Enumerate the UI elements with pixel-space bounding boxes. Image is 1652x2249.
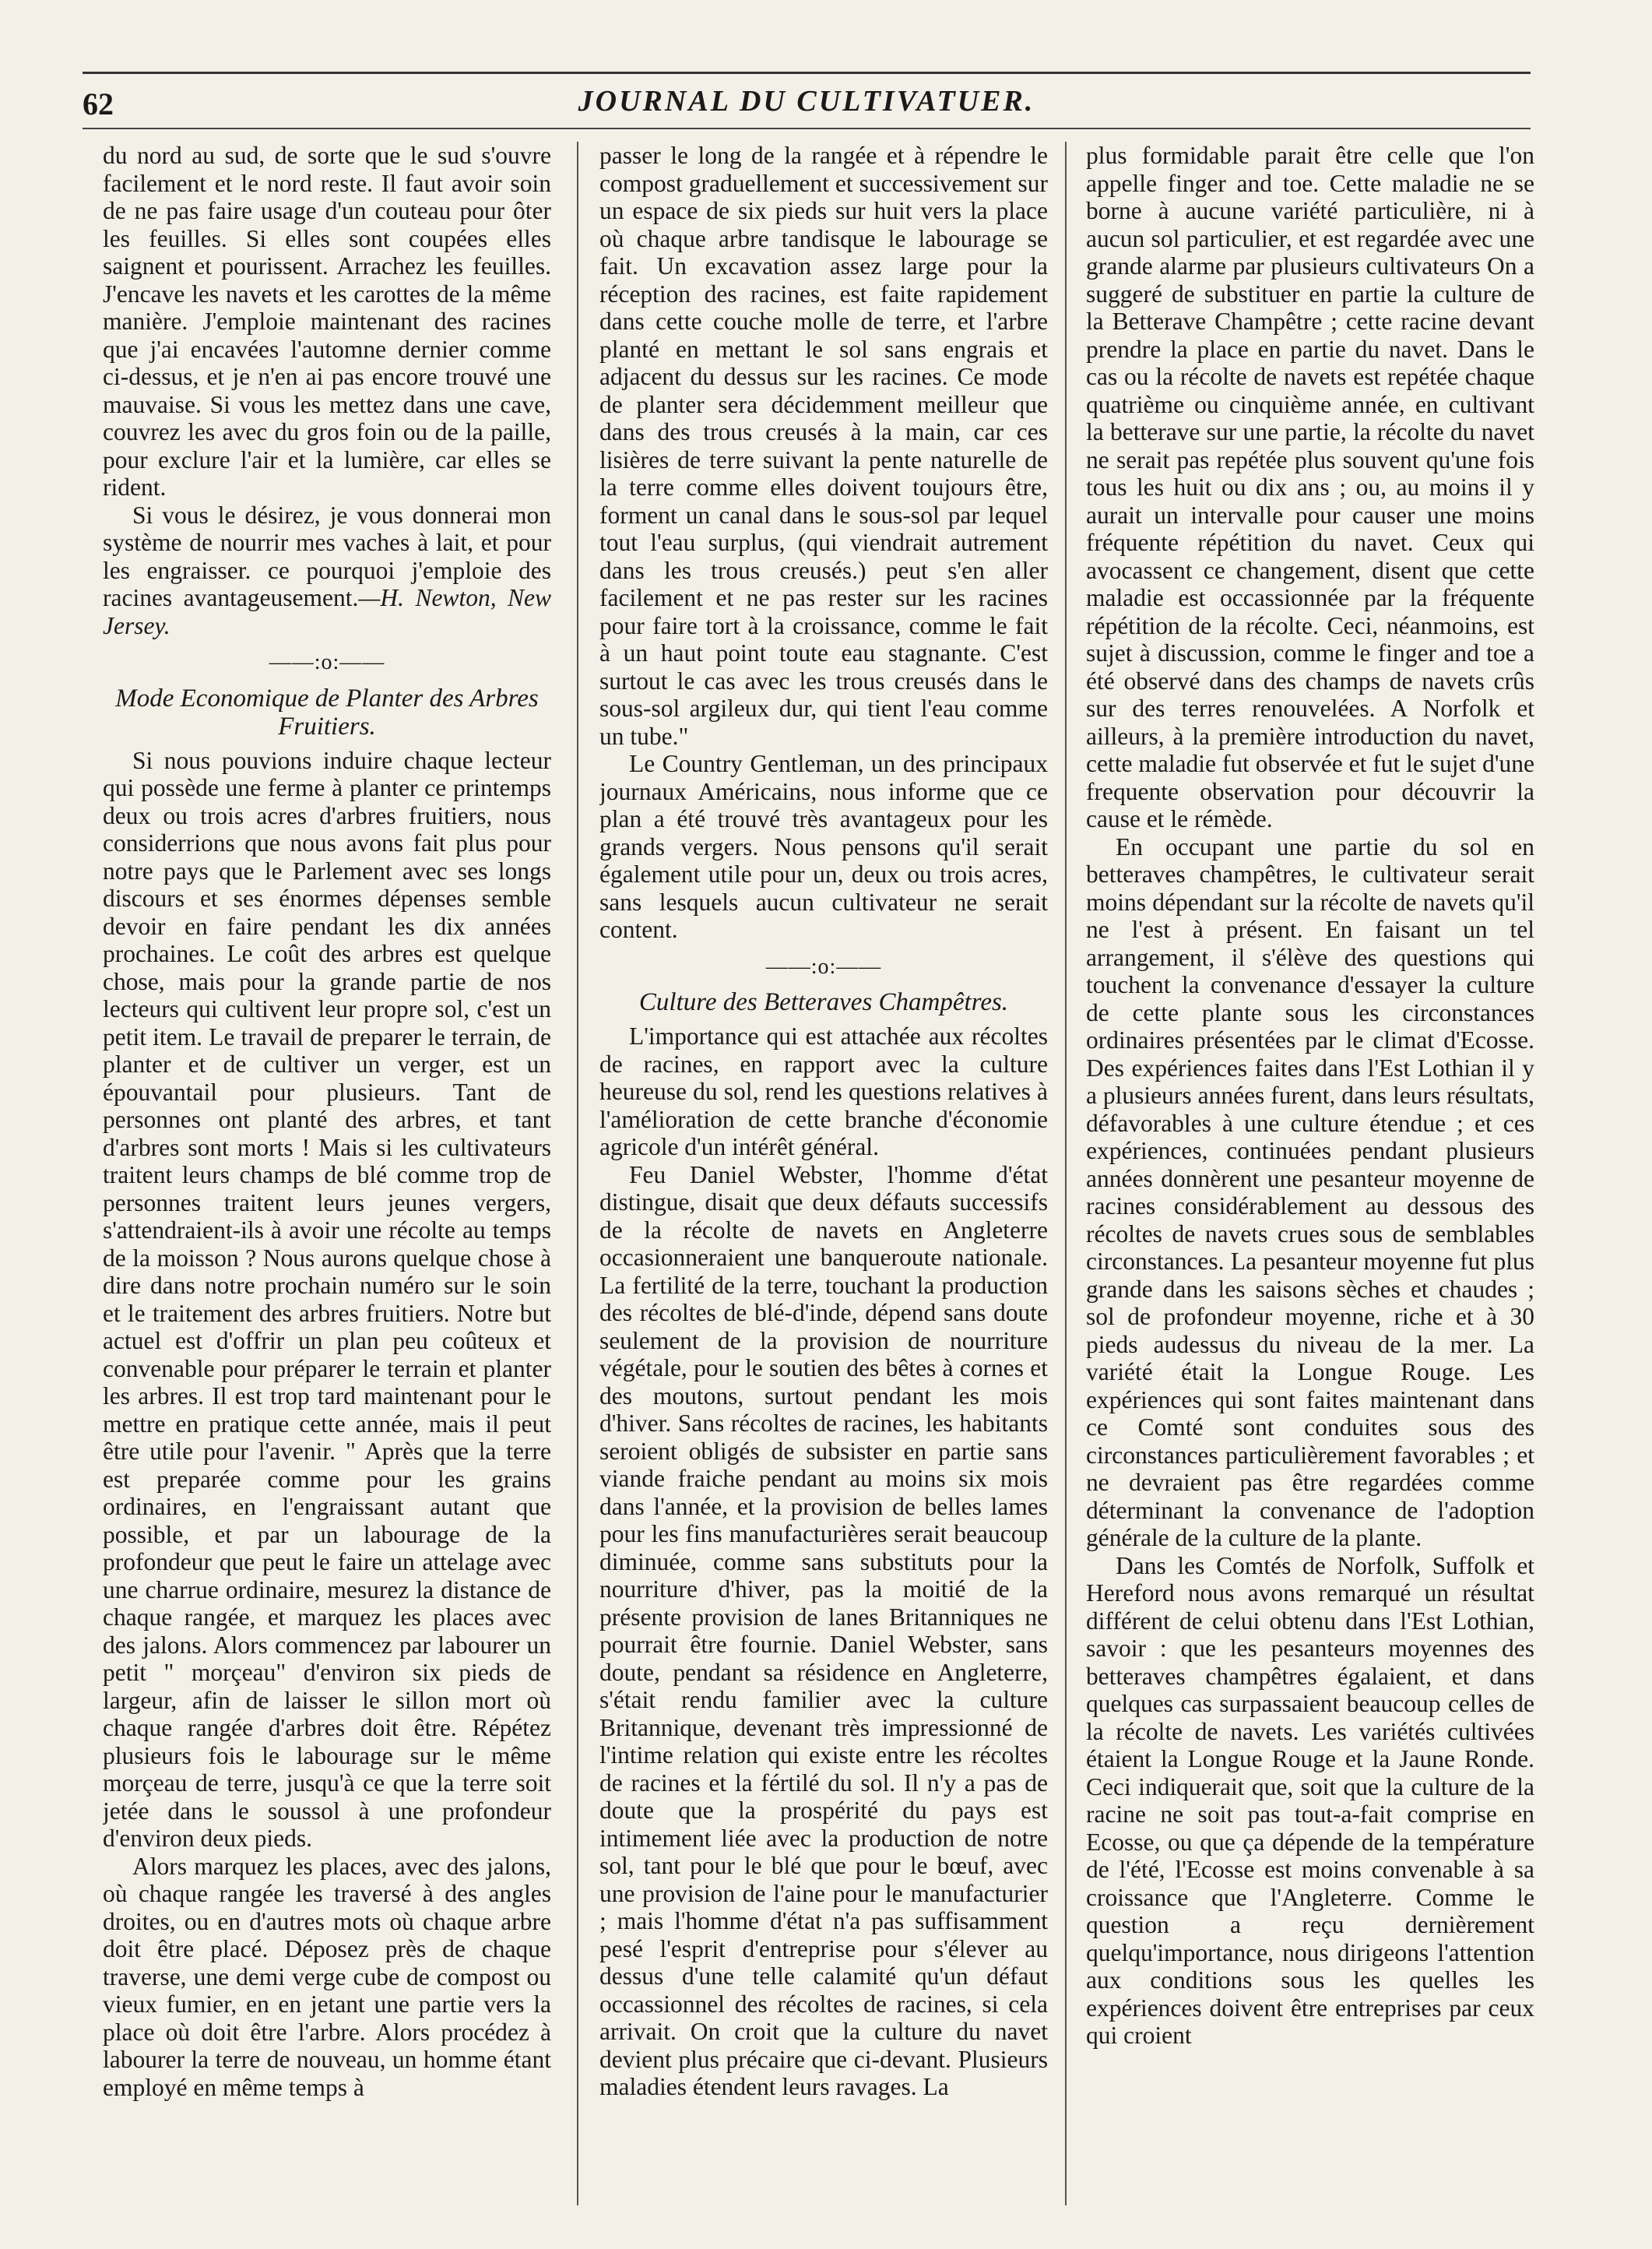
section-separator: ——:o:—— (765, 954, 882, 979)
page-number: 62 (83, 86, 114, 121)
column-2 (599, 142, 1048, 2205)
paragraph: Si nous pouvions induire chaque lecteur qui possède une ferme à planter ce printemps deux ou trois acres d'arbres fruitiers, nous considerrions que nous avons fait plus pour notre pays que le Parlement avec ses longs discours et ses énormes dépenses semble devoir en faire pendant les dix années prochaines. Le coût des arbres est quelque chose, mais pour la grande partie de nos lecteurs qui cultivent leur propre sol, c'est un petit item. Le travail de preparer le terrain, de planter et de cultiver un verger, est un épouvantail pour plusieurs. Tant de personnes ont planté des arbres, et tant d'arbres sont morts ! Mais si les cultivateurs traitent leurs champs de blé comme trop de personnes traitent leurs jeunes vergers, s'attendraient-ils à avoir une récolte au temps de la moisson ? Nous aurons quelque chose à dire dans notre prochain numéro sur le soin et le traitement des arbres fruitiers. Notre but actuel est d'offrir un plan peu coûteux et convenable pour préparer le terrain et planter les arbres. Il est trop tard maintenant pour le mettre en pratique cette année, mais il peut être utile pour l'avenir. " Après que la terre est preparée comme pour les grains ordinaires, en l'engraissant autant que possible, et par un labourage de la profondeur que peut le faire un attelage avec une charrue ordinaire, mesurez la distance de chaque rangée, et marquez les places avec des jalons. Alors commencez par labourer un petit " morçeau" d'environ six pieds de largeur, afin de laisser le sillon mort où chaque rangée d'arbres doit être. Répétez plusieurs fois le labourage sur le même morçeau de terre, jusqu'à ce que la terre soit jetée dans le soussol à une profondeur d'environ deux pieds. (103, 746, 551, 1852)
journal-title: JOURNAL DU CULTIVATUER. (578, 85, 1035, 118)
paragraph: Feu Daniel Webster, l'homme d'état distingue, disait que deux défauts successifs de la récolte de navets en Angleterre occasionneraient une banqueroute nationale. La fertilité de la terre, touchant la production des récoltes de blé-d'inde, dépend sans doute seulement de la provision de nourriture végétale, pour le soutien des bêtes à cornes et des moutons, surtout pendant les mois d'hiver. Sans récoltes de racines, les habitants seroient obligés de subsister en partie sans viande fraiche pendant au moins six mois dans l'année, et la provision de belles lames pour les fins manufacturières serait beaucoup diminuée, comme sans substituts pour la nourriture d'hiver, pas la moitié de la présente provision de lanes Britanniques ne pourrait être fournie. Daniel Webster, sans doute, pendant sa résidence en Angleterre, s'était rendu familier avec la culture Britannique, devenant très impressionné de l'intime relation qui existe entre les récoltes de racines et la fértilé du sol. Il n'y a pas de doute que la prospérité du pays est intimement liée avec la production de notre sol, tant pour le blé que pour le bœuf, avec une provision de l'aine pour le manufacturier ; mais l'homme d'état n'a pas suffisamment pesé l'esprit d'entreprise pour s'élever au dessus d'une telle calamité qu'un défaut occassionnel des récoltes de racines, si cela arrivait. On croit que la culture du navet devient plus précaire que ci-devant. Plusieurs maladies étendent leurs ravages. La (599, 1160, 1048, 2100)
article-heading: Culture des Betteraves Champêtres. (638, 988, 1009, 1016)
column-divider (1065, 142, 1067, 2205)
paragraph: Dans les Comtés de Norfolk, Suffolk et Hereford nous avons remarqué un résultat différent de celui obtenu dans l'Est Lothian, savoir : que les pesanteurs moyennes des betteraves champêtres égalaient, et dans quelques cas surpassaient beaucoup celles de la récolte de navets. Les variétés cultivées étaient la Longue Rouge et la Jaune Ronde. Ceci indiquerait que, soit que la culture de la racine ne soit pas tout-a-fait comprise en Ecosse, ou que ça dépende de la température de l'été, l'Ecosse est moins convenable à sa croissance que l'Angleterre. Comme le question a reçu dernièrement quelqu'importance, nous dirigeons l'attention aux conditions sous les quelles les expériences doivent être entreprises par ceux qui croient (1086, 1551, 1534, 2049)
paragraph: L'importance qui est attachée aux récoltes de racines, en rapport avec la culture heureuse du sol, rend les questions relatives à l'amélioration de cette branche d'économie agricole d'un intérêt général. (599, 1022, 1048, 1160)
column-3 (1086, 142, 1534, 2205)
top-rule (83, 72, 1531, 74)
page-header (83, 72, 1531, 126)
section-separator: ——:o:—— (269, 650, 385, 674)
paragraph: passer le long de la rangée et à répendre le compost graduellement et successivement sur un espace de six pieds sur huit vers la place où chaque arbre tandisque le labourage se fait. Un excavation assez large pour la réception des racines, est faite rapidement dans cette couche molle de terre, et l'arbre planté en mettant le sol sans engrais et adjacent du dessus sur les racines. Ce mode de planter sera décidemment meilleur que dans des trous creusés à la main, car ces lisières de terre suivant la pente naturelle de la terre comme elles doivent toujours être, forment un canal dans le sous-sol par lequel tout l'eau surplus, (qui viendrait autrement dans les trous creusés.) peut s'en aller facilement et ne pas rester sur les racines pour faire tort à la croissance, comme le fait à un haut point toute eau stagnante. C'est surtout le cas avec les trous creusés dans le sous-sol argileux dur, qui tient l'eau comme un tube." (599, 142, 1048, 750)
column-1 (103, 142, 551, 2205)
paragraph: Alors marquez les places, avec des jalons, où chaque rangée les traversé à des angles droites, ou en d'autres mots où chaque arbre doit être placé. Déposez près de chaque traverse, une demi verge cube de compost ou vieux fumier, en en jetant une partie vers la place où doit être l'arbre. Alors procédez à labourer la terre de nouveau, un homme étant employé en même temps à (103, 1852, 551, 2101)
paragraph: En occupant une partie du sol en betteraves champêtres, le cultivateur serait moins dépendant sur la récolte de navets qu'il ne l'est à présent. En faisant un tel arrangement, il s'élève des questions qui touchent la convenance d'essayer la culture de cette plante sous les circonstances ordinaires présentées par le climat d'Ecosse. Des expériences faites dans l'Est Lothian il y a plusieurs années furent, dans leurs résultats, défavorables à une culture étendue ; et ces expériences, continuées pendant plusieurs années donnèrent une pesanteur moyenne de racines considérablement au dessous des récoltes de navets crues sous de semblables circonstances. La pesanteur moyenne fut plus grande dans les saisons sèches et chaudes ; sol de profondeur moyenne, riche et à 30 pieds audessus du niveau de la mer. La variété était la Longue Rouge. Les expériences qui sont faites maintenant dans ce Comté sont conduites sous des circonstances particulièrement favorables ; et ne devraient pas être regardées comme déterminant la convenance de l'adoption générale de la culture de la plante. (1086, 832, 1534, 1551)
paragraph: du nord au sud, de sorte que le sud s'ouvre facilement et le nord reste. Il faut avoir soin de ne pas faire usage d'un couteau pour ôter les feuilles. Si elles sont coupées elles saignent et pourissent. Arrachez les feuilles. J'encave les navets et les carottes de la même manière. J'emploie maintenant des racines que j'ai encavées l'automne dernier comme ci-dessus, et je n'en ai pas encore trouvé une mauvaise. Si vous les mettez dans une cave, couvrez les avec du gros foin ou de la paille, pour exclure l'air et la lumière, car elles se rident. (103, 142, 551, 501)
author-signature: —H. Newton, New Jersey. (103, 584, 551, 639)
column-divider (577, 142, 578, 2205)
paragraph-text: Si vous le désirez, je vous donnerai mon système de nourrir mes vaches à lait, et pour les engraisser. ce pourquoi j'emploie des racines avantageusement. (103, 501, 551, 611)
article-heading: Mode Economique de Planter des Arbres Fruitiers. (115, 684, 539, 741)
header-rule (83, 128, 1531, 129)
paragraph (103, 502, 551, 640)
paragraph: Le Country Gentleman, un des principaux journaux Américains, nous informe que ce plan a été trouvé très avantageux pour les grands vergers. Nous pensons qu'il serait également utile pour un, deux ou trois acres, sans lesquels aucun cultivateur ne serait content. (599, 750, 1048, 943)
paragraph: plus formidable parait être celle que l'on appelle finger and toe. Cette maladie ne se borne à aucune variété particulière, ni à aucun sol particulier, et est regardée avec une grande alarme par plusieurs cultivateurs On a suggeré de substituer en partie la culture de la Betterave Champêtre ; cette racine devant prendre la place en partie du navet. Dans le cas ou la récolte de navets est repétée chaque quatrième ou cinquième année, en cultivant la betterave sur une partie, la récolte du navet ne serait pas repétée plus souvent qu'une fois tous les huit ou dix ans ; ou, au moins il y aurait un intervalle pour causer une moins fréquente répétition du navet. Ceux qui avocassent ce changement, disent que cette maladie est occassionnée par la fréquente répétition de la récolte. Ceci, néanmoins, est sujet à discussion, comme le finger and toe a été observé dans des champs de navets crûs sur des terres renouvelées. A Norfolk et ailleurs, à la première introduction du navet, cette maladie fut observée et fut le sujet d'une frequente observation pour découvrir la cause et le rémède. (1086, 142, 1534, 832)
